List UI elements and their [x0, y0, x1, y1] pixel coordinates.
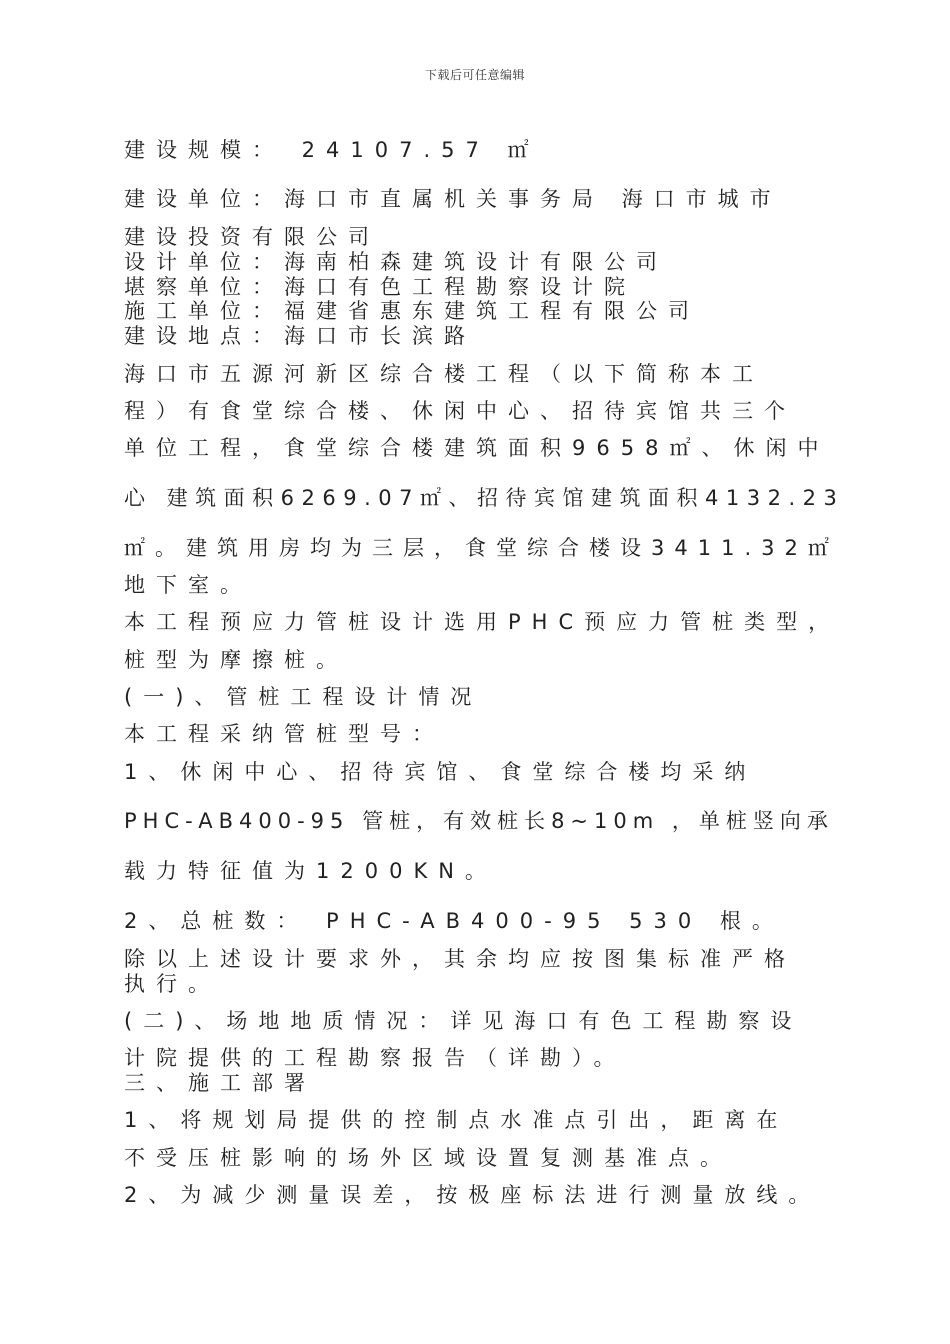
text-line: (一)、管桩工程设计情况	[124, 685, 483, 709]
text-line: 2、总桩数： PHC-AB400-95 530 根。	[124, 909, 784, 933]
text-line: 除以上述设计要求外，其余均应按图集标准严格	[124, 947, 796, 971]
text-line: 2、为减少测量误差，按极座标法进行测量放线。	[124, 1183, 821, 1207]
text-line: 心 建筑面积6269.07㎡、招待宾馆建筑面积4132.23	[124, 486, 845, 510]
text-line: 设计单位：海南柏森建筑设计有限公司	[124, 250, 668, 274]
text-line: 不受压桩影响的场外区域设置复测基准点。	[124, 1146, 732, 1170]
text-line: 1、将规划局提供的控制点水准点引出，距离在	[124, 1108, 789, 1132]
text-line: ㎡。建筑用房均为三层，食堂综合楼设3411.32㎡	[124, 536, 839, 560]
text-line: 桩型为摩擦桩。	[124, 648, 348, 672]
text-line: 堪察单位：海口有色工程勘察设计院	[124, 275, 636, 299]
text-line: 载力特征值为1200KN。	[124, 859, 497, 883]
text-line: 海口市五源河新区综合楼工程（以下简称本工	[124, 362, 764, 386]
text-line: 本工程采纳管桩型号：	[124, 722, 444, 746]
text-line: 地下室。	[124, 573, 252, 597]
text-line: 本工程预应力管桩设计选用PHC预应力管桩类型，	[124, 610, 841, 634]
text-line: (二)、场地地质情况：详见海口有色工程勘察设	[124, 1009, 803, 1033]
text-line: 计院提供的工程勘察报告（详勘）。	[124, 1046, 626, 1070]
text-line: 三、施工部署	[124, 1071, 316, 1095]
text-line: 建设地点：海口市长滨路	[124, 324, 476, 348]
text-line: 执行。	[124, 972, 220, 996]
text-line: 1、休闲中心、招待宾馆、食堂综合楼均采纳	[124, 760, 757, 784]
text-line: 单位工程，食堂综合楼建筑面积9658㎡、休闲中	[124, 436, 830, 460]
text-line: 建设规模： 24107.57 ㎡	[124, 138, 540, 162]
text-line: 建设投资有限公司	[124, 225, 380, 249]
text-line: 施工单位：福建省惠东建筑工程有限公司	[124, 299, 700, 323]
page-header: 下载后可任意编辑	[424, 68, 525, 82]
text-line: PHC-AB400-95 管桩，有效桩长8~10m ，单桩竖向承	[124, 809, 834, 833]
text-line: 建设单位：海口市直属机关事务局 海口市城市	[124, 187, 782, 211]
text-line: 程）有食堂综合楼、休闲中心、招待宾馆共三个	[124, 399, 796, 423]
